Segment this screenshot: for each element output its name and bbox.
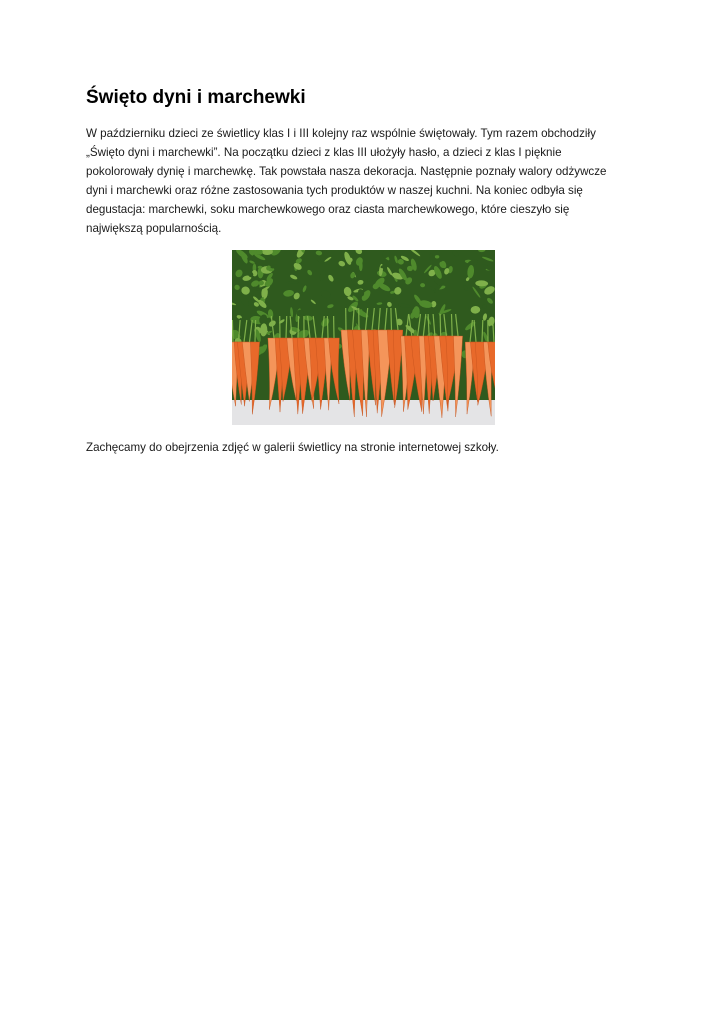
paragraph-line: degustacja: marchewki, soku marchewkowego oraz ciasta marchewkowego, które cieszyło się (86, 203, 570, 216)
closing-line: Zachęcamy do obejrzenia zdjęć w galerii świetlicy na stronie internetowej szkoły. (86, 441, 499, 454)
paragraph-line: „Święto dyni i marchewki”. Na początku dzieci z klas III ułożyły hasło, a dzieci z klas I pięknie (86, 146, 562, 159)
carrot-stem (298, 316, 299, 338)
carrot-stem (482, 320, 483, 342)
paragraph-line: pokolorowały dynię i marchewkę. Tak powstała nasza dekoracja. Następnie poznały walory odżywcze (86, 165, 607, 178)
paragraph-line: największą popularnością. (86, 222, 222, 235)
paragraph-line: W październiku dzieci ze świetlicy klas I i III kolejny raz wspólnie świętowały. Tym razem obchodziły (86, 127, 596, 140)
carrot-stem (452, 314, 453, 336)
document-paragraph (86, 124, 646, 238)
carrot-stem (440, 314, 441, 336)
carrot-stem (286, 316, 287, 338)
leaf (359, 261, 363, 271)
carrot-stem (232, 320, 233, 342)
carrots-photo (232, 250, 495, 425)
document-title: Święto dyni i marchewki (86, 87, 306, 108)
leaf (287, 281, 299, 284)
leaf (435, 255, 439, 258)
paragraph-line: dyni i marchewki oraz różne zastosowania tych produktów w naszej kuchni. Na koniec odbyła się (86, 184, 583, 197)
carrot-stem (327, 316, 328, 338)
carrot-stem (255, 320, 256, 342)
carrot-stem (391, 308, 392, 330)
carrots-illustration (232, 250, 495, 425)
